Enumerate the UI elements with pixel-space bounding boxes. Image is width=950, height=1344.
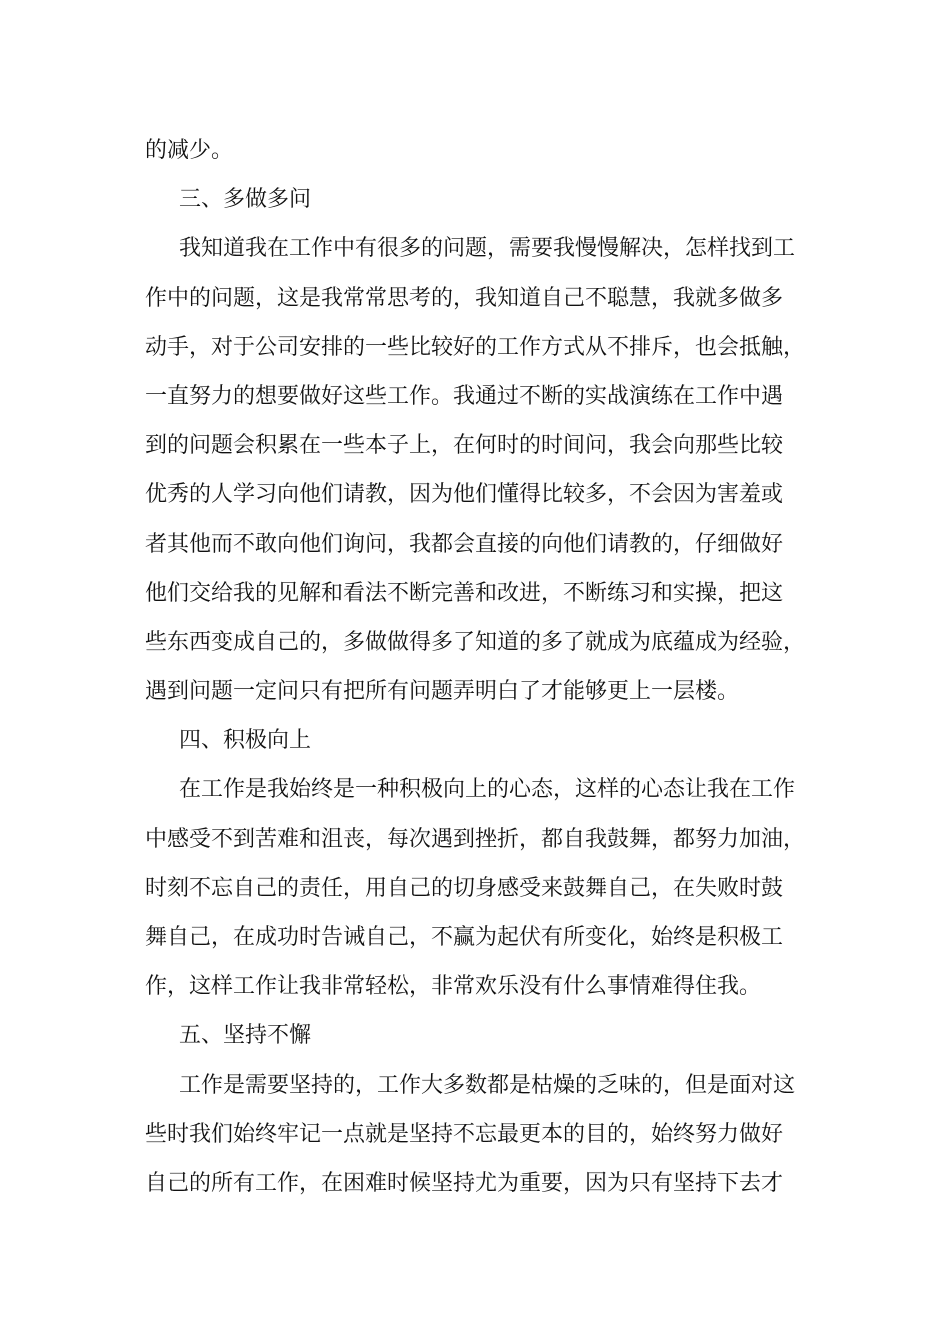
text-line: 些时我们始终牢记一点就是坚持不忘最更本的目的，始终努力做好 [145, 1121, 784, 1147]
text-line: 时刻不忘自己的责任，用自己的切身感受来鼓舞自己，在失败时鼓 [145, 875, 784, 901]
body-text [145, 126, 815, 1208]
text-line: 的减少。 [145, 138, 234, 163]
text-line: 优秀的人学习向他们请教，因为他们懂得比较多，不会因为害羞或 [145, 482, 784, 508]
text-line: 遇到问题一定问只有把所有问题弄明白了才能够更上一层楼。 [145, 679, 740, 705]
text-line: 三、多做多问 [179, 187, 312, 213]
text-line: 我知道我在工作中有很多的问题，需要我慢慢解决，怎样找到工 [179, 236, 796, 262]
text-line: 自己的所有工作，在困难时候坚持尤为重要，因为只有坚持下去才 [145, 1170, 784, 1196]
text-line: 在工作是我始终是一种积极向上的心态，这样的心态让我在工作 [179, 777, 796, 803]
text-line: 一直努力的想要做好这些工作。我通过不断的实战演练在工作中遇 [145, 383, 784, 409]
text-line: 工作是需要坚持的，工作大多数都是枯燥的乏味的，但是面对这 [179, 1072, 796, 1098]
text-line: 动手，对于公司安排的一些比较好的工作方式从不排斥，也会抵触， [145, 334, 806, 360]
text-line: 舞自己，在成功时告诫自己，不赢为起伏有所变化，始终是积极工 [145, 925, 784, 950]
text-line: 些东西变成自己的，多做做得多了知道的多了就成为底蕴成为经验， [145, 629, 806, 655]
text-line: 中感受不到苦难和沮丧，每次遇到挫折，都自我鼓舞，都努力加油， [145, 826, 806, 852]
text-line: 作中的问题，这是我常常思考的，我知道自己不聪慧，我就多做多 [145, 285, 784, 311]
text-line: 五、坚持不懈 [179, 1023, 312, 1049]
text-line: 他们交给我的见解和看法不断完善和改进，不断练习和实操，把这 [145, 580, 784, 606]
text-line: 者其他而不敢向他们询问，我都会直接的向他们请教的，仔细做好 [145, 531, 784, 557]
text-line: 到的问题会积累在一些本子上，在何时的时间问，我会向那些比较 [145, 433, 784, 459]
text-line: 作，这样工作让我非常轻松，非常欢乐没有什么事情难得住我。 [145, 974, 762, 1000]
text-line: 四、积极向上 [179, 728, 312, 754]
